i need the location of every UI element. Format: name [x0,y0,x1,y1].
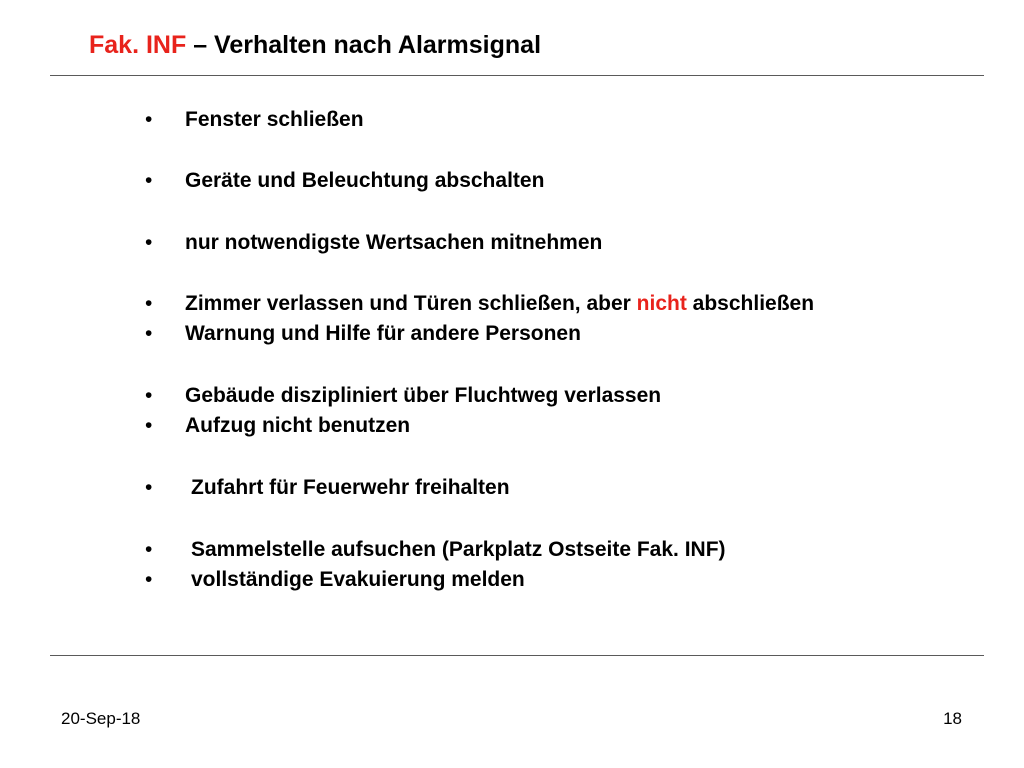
bullet-text: vollständige Evakuierung melden [191,568,525,591]
bullet-marker: • [145,169,153,192]
bullet-marker: • [145,476,153,499]
bullet-marker: • [145,414,153,437]
slide-title [89,28,541,62]
bullet-marker: • [145,108,153,131]
bullet-text: nur notwendigste Wertsachen mitnehmen [185,231,603,254]
bottom-divider [50,655,984,656]
bullet-text: Zufahrt für Feuerwehr freihalten [191,476,510,499]
top-divider [50,75,984,76]
bullet-text [185,291,814,317]
bullet-text: Sammelstelle aufsuchen (Parkplatz Ostseite Fak. INF) [191,538,726,561]
bullet-text-highlight: nicht [636,292,687,315]
bullet-text-before: Zimmer verlassen und Türen schließen, aber [185,292,637,315]
title-rest: – Verhalten nach Alarmsignal [186,31,542,59]
footer-page-number: 18 [943,709,962,728]
bullet-marker: • [145,231,153,254]
bullet-text: Geräte und Beleuchtung abschalten [185,169,545,192]
footer-date: 20-Sep-18 [61,709,141,728]
bullet-text-after: abschließen [686,292,815,315]
bullet-marker: • [145,568,153,591]
bullet-marker: • [145,384,153,407]
bullet-text: Warnung und Hilfe für andere Personen [185,322,581,345]
title-prefix: Fak. INF [89,31,187,59]
bullet-marker: • [145,538,153,561]
bullet-marker: • [145,292,153,315]
bullet-text: Gebäude diszipliniert über Fluchtweg verlassen [185,384,662,407]
bullet-text: Fenster schließen [185,108,364,131]
bullet-marker: • [145,322,153,345]
bullet-text: Aufzug nicht benutzen [185,414,411,437]
